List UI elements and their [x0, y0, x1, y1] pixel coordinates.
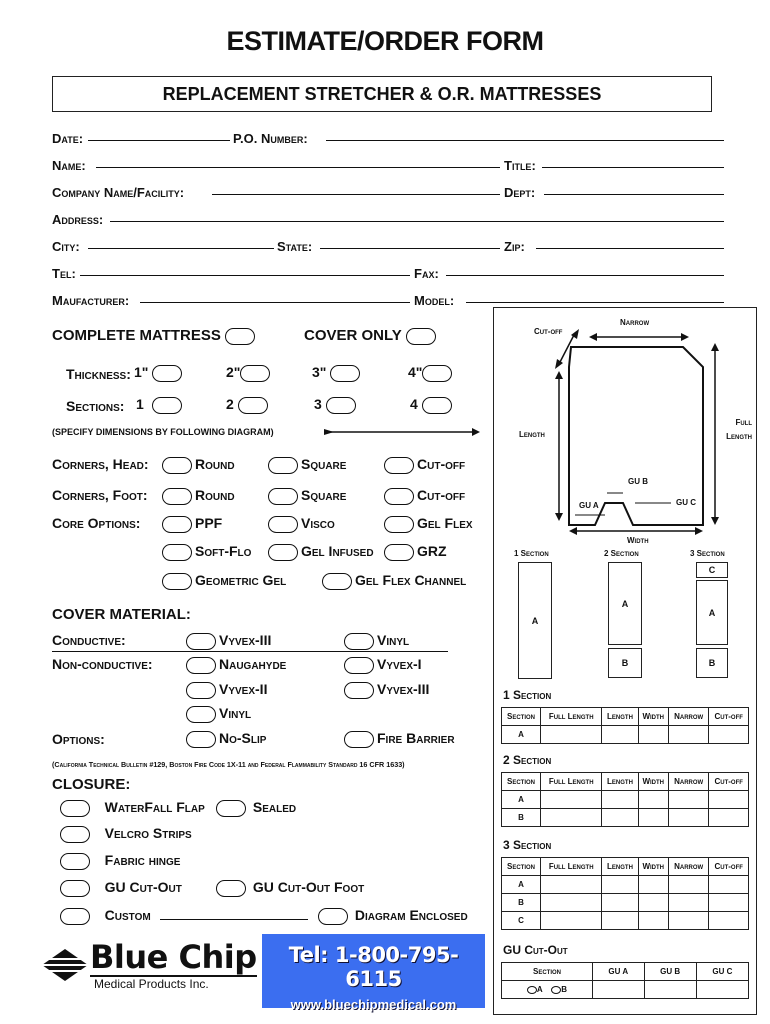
corners-foot-label: Corners, Foot: [52, 487, 148, 503]
velcro-checkbox[interactable] [60, 826, 90, 843]
cover-material-heading: COVER MATERIAL: [52, 606, 191, 623]
waterfall-checkbox[interactable] [60, 800, 90, 817]
company-field[interactable] [212, 194, 500, 195]
table-row [502, 912, 749, 930]
section1-label: 1 Section [514, 549, 549, 558]
manufacturer-field[interactable] [140, 302, 410, 303]
thickness-3-checkbox[interactable] [330, 365, 360, 382]
col-section: Section [502, 708, 541, 726]
core-visco-checkbox[interactable] [268, 516, 298, 533]
thickness-3[interactable]: 3" [312, 364, 363, 382]
city-label: City: [52, 239, 80, 254]
col-width: Width [638, 858, 668, 876]
cell[interactable] [541, 726, 602, 744]
title-label: Title: [504, 158, 536, 173]
name-label: Name: [52, 158, 86, 173]
brand-sub: Medical Products Inc. [94, 977, 209, 991]
conductive-vinyl-checkbox[interactable] [344, 633, 374, 650]
table-gu-cutout [501, 962, 749, 999]
head-square-checkbox[interactable] [268, 457, 298, 474]
core-options-label: Core Options: [52, 515, 141, 531]
diagram-gub-label: GU B [628, 477, 648, 486]
chip-icon [42, 949, 88, 981]
foot-round[interactable]: Round [162, 487, 235, 505]
col-narrow: Narrow [668, 773, 708, 791]
core-ppf-checkbox[interactable] [162, 516, 192, 533]
zip-label: Zip: [504, 239, 525, 254]
core-gel-infused[interactable]: Gel Infused [268, 543, 374, 561]
cell[interactable] [668, 726, 708, 744]
closure-gu-cutout-foot[interactable]: GU Cut-Out Foot [216, 879, 364, 897]
cell[interactable] [668, 791, 708, 809]
col-narrow: Narrow [668, 708, 708, 726]
cell[interactable] [638, 726, 668, 744]
foot-square[interactable]: Square [268, 487, 346, 505]
date-field[interactable] [88, 140, 230, 141]
cell[interactable] [638, 876, 668, 894]
cell[interactable] [602, 726, 638, 744]
table-row [502, 981, 749, 999]
cell[interactable] [709, 726, 749, 744]
section2-label: 2 Section [604, 549, 639, 558]
gu-title: GU Cut-Out [503, 943, 568, 957]
core-geometric-gel[interactable]: Geometric Gel [162, 572, 286, 590]
row-label: A [502, 726, 541, 744]
closure-diagram-enclosed[interactable]: Diagram Enclosed [318, 907, 468, 925]
specify-note: (SPECIFY DIMENSIONS BY FOLLOWING DIAGRAM) [52, 427, 274, 437]
cell[interactable] [668, 809, 708, 827]
vyvex-i-checkbox[interactable] [344, 657, 374, 674]
col-full-length: Full Length [541, 773, 602, 791]
col-width: Width [638, 773, 668, 791]
nonconductive-naugahyde[interactable]: Naugahyde [186, 656, 286, 674]
sections-2[interactable]: 2 [226, 396, 271, 414]
tel-field[interactable] [80, 275, 410, 276]
core-gel-flex-channel[interactable]: Gel Flex Channel [322, 572, 466, 590]
table-header [502, 708, 749, 726]
col-length: Length [602, 858, 638, 876]
contact-banner [262, 934, 485, 1012]
form-title: ESTIMATE/ORDER FORM [226, 26, 544, 56]
cell[interactable] [696, 981, 748, 999]
cell[interactable] [541, 876, 602, 894]
option-no-slip[interactable]: No-Slip [186, 730, 266, 748]
cell[interactable] [709, 791, 749, 809]
head-cutoff[interactable]: Cut-off [384, 456, 465, 474]
head-round-checkbox[interactable] [162, 457, 192, 474]
option-fire-barrier[interactable]: Fire Barrier [344, 730, 455, 748]
phone-number: Tel: 1-800-795-6115 [288, 943, 459, 991]
nonconductive-label: Non-conductive: [52, 656, 153, 672]
section3-c: C [696, 562, 728, 578]
diagram-narrow-label: Narrow [620, 318, 650, 327]
foot-cutoff[interactable]: Cut-off [384, 487, 465, 505]
table-3-section [501, 857, 749, 930]
cell[interactable] [638, 791, 668, 809]
section1-a: A [518, 562, 552, 679]
po-field[interactable] [326, 140, 724, 141]
core-gel-flex-checkbox[interactable] [384, 516, 414, 533]
conductive-vinyl[interactable]: Vinyl [344, 632, 409, 650]
table1-title: 1 Section [503, 688, 552, 702]
diagram-full-length-label: Full Length [726, 418, 752, 441]
cell[interactable] [602, 809, 638, 827]
diagram-length-label: Length [519, 430, 545, 439]
sections-4[interactable]: 4 [410, 396, 455, 414]
closure-custom[interactable]: Custom [60, 907, 151, 925]
cell[interactable] [541, 791, 602, 809]
col-full-length: Full Length [541, 708, 602, 726]
form-subtitle: REPLACEMENT STRETCHER & O.R. MATTRESSES [52, 76, 712, 112]
col-width: Width [638, 708, 668, 726]
fax-label: Fax: [414, 266, 439, 281]
table-header [502, 963, 749, 981]
cell[interactable] [541, 912, 602, 930]
gu-cutout-foot-checkbox[interactable] [216, 880, 246, 897]
state-label: State: [277, 239, 313, 254]
section3-a: A [696, 580, 728, 645]
table-1-section [501, 707, 749, 744]
col-cutoff: Cut-off [709, 773, 749, 791]
foot-cutoff-checkbox[interactable] [384, 488, 414, 505]
nonconductive-vinyl-checkbox[interactable] [186, 706, 216, 723]
state-field[interactable] [320, 248, 500, 249]
foot-round-checkbox[interactable] [162, 488, 192, 505]
diagram-guc-label: GU C [676, 498, 696, 507]
diagram-cutoff-label: Cut-off [534, 327, 563, 336]
diagram-gua-label: GU A [579, 501, 599, 510]
no-slip-checkbox[interactable] [186, 731, 216, 748]
naugahyde-checkbox[interactable] [186, 657, 216, 674]
dept-field[interactable] [544, 194, 724, 195]
diagram-width-label: Width [627, 536, 649, 545]
company-label: Company Name/Facility: [52, 185, 185, 200]
col-gub: GU B [644, 963, 696, 981]
col-gua: GU A [593, 963, 645, 981]
sections-3[interactable]: 3 [314, 396, 359, 414]
cell[interactable] [668, 876, 708, 894]
col-length: Length [602, 708, 638, 726]
head-square[interactable]: Square [268, 456, 346, 474]
foot-square-checkbox[interactable] [268, 488, 298, 505]
sections-3-checkbox[interactable] [326, 397, 356, 414]
col-length: Length [602, 773, 638, 791]
table-header [502, 858, 749, 876]
core-gel-flex[interactable]: Gel Flex [384, 515, 473, 533]
section3-label: 3 Section [690, 549, 725, 558]
sections-1[interactable]: 1 [136, 396, 185, 414]
table2-title: 2 Section [503, 753, 552, 767]
conductive-vyvex-iii[interactable]: Vyvex-III [186, 632, 271, 650]
table-row [502, 894, 749, 912]
options-label: Options: [52, 731, 105, 747]
gu-a-radio[interactable] [527, 986, 537, 994]
gu-cutout-checkbox[interactable] [60, 880, 90, 897]
compliance-note: (California Technical Bulletin #129, Boston Fire Code 1X-11 and Federal Flammability Standard 16 CFR 1633) [52, 760, 405, 769]
vyvex-ii-checkbox[interactable] [186, 682, 216, 699]
thickness-2-checkbox[interactable] [240, 365, 270, 382]
custom-checkbox[interactable] [60, 908, 90, 925]
conductive-label: Conductive: [52, 632, 126, 648]
nonconductive-vyvex-iii[interactable]: Vyvex-III [344, 681, 429, 699]
cell[interactable] [602, 894, 638, 912]
sections-4-checkbox[interactable] [422, 397, 452, 414]
col-cutoff: Cut-off [709, 708, 749, 726]
closure-heading: CLOSURE: [52, 776, 131, 793]
table-row [502, 726, 749, 744]
model-field[interactable] [466, 302, 724, 303]
cell[interactable] [638, 894, 668, 912]
thickness-1[interactable]: 1" [134, 364, 185, 382]
table-row [502, 809, 749, 827]
complete-mattress-option[interactable]: COMPLETE MATTRESS [52, 327, 255, 345]
cell[interactable] [668, 894, 708, 912]
cell[interactable] [709, 894, 749, 912]
sections-label: Sections: [66, 398, 125, 414]
col-section: Section [502, 858, 541, 876]
closure-fabric-hinge[interactable]: Fabric hinge [60, 852, 180, 870]
head-cutoff-checkbox[interactable] [384, 457, 414, 474]
title-field[interactable] [542, 167, 724, 168]
cell[interactable] [602, 876, 638, 894]
row-label: C [502, 912, 541, 930]
arrow-right-icon [322, 427, 480, 437]
address-field[interactable] [110, 221, 724, 222]
sections-1-checkbox[interactable] [152, 397, 182, 414]
section2-a: A [608, 562, 642, 645]
divider [52, 651, 448, 652]
thickness-1-checkbox[interactable] [152, 365, 182, 382]
cell[interactable] [541, 809, 602, 827]
core-ppf[interactable]: PPF [162, 515, 222, 533]
fax-field[interactable] [446, 275, 724, 276]
row-label: B [502, 894, 541, 912]
cell[interactable] [709, 809, 749, 827]
gu-b-radio[interactable] [551, 986, 561, 994]
col-section: Section [502, 963, 593, 981]
row-label: A [502, 876, 541, 894]
col-guc: GU C [696, 963, 748, 981]
brand-name: Blue Chip [90, 938, 257, 976]
gu-section-choice: A B [502, 981, 593, 999]
zip-field[interactable] [536, 248, 724, 249]
corners-head-label: Corners, Head: [52, 456, 149, 472]
core-visco[interactable]: Visco [268, 515, 335, 533]
core-grz-checkbox[interactable] [384, 544, 414, 561]
core-geometric-gel-checkbox[interactable] [162, 573, 192, 590]
cell[interactable] [593, 981, 645, 999]
cell[interactable] [644, 981, 696, 999]
dept-label: Dept: [504, 185, 536, 200]
closure-velcro[interactable]: Velcro Strips [60, 825, 192, 843]
closure-waterfall[interactable]: WaterFall Flap [60, 799, 205, 817]
city-field[interactable] [88, 248, 274, 249]
cell[interactable] [602, 912, 638, 930]
closure-sealed[interactable]: Sealed [216, 799, 296, 817]
conductive-vyvex-iii-checkbox[interactable] [186, 633, 216, 650]
col-cutoff: Cut-off [709, 858, 749, 876]
complete-mattress-checkbox[interactable] [225, 328, 255, 345]
cell[interactable] [668, 912, 708, 930]
cell[interactable] [638, 809, 668, 827]
website-link[interactable]: www.bluechipmedical.com [290, 997, 457, 1012]
section2-b: B [608, 648, 642, 678]
core-gel-flex-channel-checkbox[interactable] [322, 573, 352, 590]
custom-field[interactable] [160, 919, 308, 920]
fire-barrier-checkbox[interactable] [344, 731, 374, 748]
table-row [502, 876, 749, 894]
cell[interactable] [602, 791, 638, 809]
closure-gu-cutout[interactable]: GU Cut-Out [60, 879, 182, 897]
thickness-4-checkbox[interactable] [422, 365, 452, 382]
nonconductive-vinyl[interactable]: Vinyl [186, 705, 251, 723]
thickness-2[interactable]: 2" [226, 364, 273, 382]
table-header [502, 773, 749, 791]
vyvex-iii-checkbox[interactable] [344, 682, 374, 699]
cell[interactable] [709, 876, 749, 894]
model-label: Model: [414, 293, 455, 308]
fabric-hinge-checkbox[interactable] [60, 853, 90, 870]
sections-2-checkbox[interactable] [238, 397, 268, 414]
date-label: Date: [52, 131, 84, 146]
table-2-section [501, 772, 749, 827]
col-narrow: Narrow [668, 858, 708, 876]
table-row [502, 791, 749, 809]
name-field[interactable] [96, 167, 500, 168]
po-label: P.O. Number: [233, 131, 308, 146]
address-label: Address: [52, 212, 104, 227]
tel-label: Tel: [52, 266, 76, 281]
row-label: B [502, 809, 541, 827]
nonconductive-vyvex-i[interactable]: Vyvex-I [344, 656, 422, 674]
section3-b: B [696, 648, 728, 678]
core-grz[interactable]: GRZ [384, 543, 447, 561]
row-label: A [502, 791, 541, 809]
table3-title: 3 Section [503, 838, 552, 852]
cell[interactable] [541, 894, 602, 912]
core-soft-flo[interactable]: Soft-Flo [162, 543, 251, 561]
nonconductive-vyvex-ii[interactable]: Vyvex-II [186, 681, 267, 699]
col-section: Section [502, 773, 541, 791]
cell[interactable] [709, 912, 749, 930]
core-soft-flo-checkbox[interactable] [162, 544, 192, 561]
thickness-label: Thickness: [66, 366, 131, 382]
thickness-4[interactable]: 4" [408, 364, 455, 382]
manufacturer-label: Maufacturer: [52, 293, 130, 308]
col-full-length: Full Length [541, 858, 602, 876]
cover-only-checkbox[interactable] [406, 328, 436, 345]
cover-only-option[interactable]: COVER ONLY [304, 327, 436, 345]
diagram-enclosed-checkbox[interactable] [318, 908, 348, 925]
core-gel-infused-checkbox[interactable] [268, 544, 298, 561]
cell[interactable] [638, 912, 668, 930]
sealed-checkbox[interactable] [216, 800, 246, 817]
head-round[interactable]: Round [162, 456, 235, 474]
